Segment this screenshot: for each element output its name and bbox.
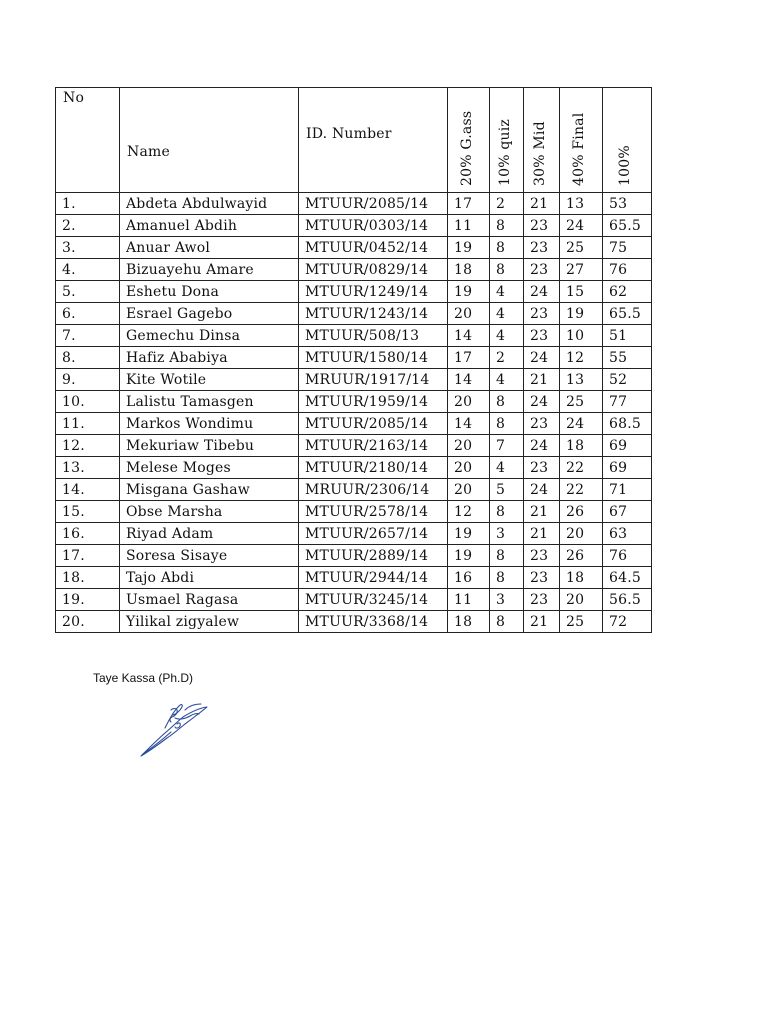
- table-row: [56, 215, 652, 237]
- cell-id-number: MTUUR/2163/14: [299, 435, 448, 457]
- cell-quiz: 5: [490, 479, 524, 501]
- cell-total: 76: [603, 259, 652, 281]
- cell-final: 13: [560, 369, 603, 391]
- cell-quiz: 8: [490, 391, 524, 413]
- cell-final: 27: [560, 259, 603, 281]
- cell-group-assignment: 19: [448, 237, 490, 259]
- cell-group-assignment: 11: [448, 215, 490, 237]
- cell-final: 25: [560, 611, 603, 633]
- cell-no: 12.: [56, 435, 120, 457]
- header-gass-label: 20% G.ass: [458, 110, 475, 186]
- cell-final: 20: [560, 589, 603, 611]
- cell-no: 19.: [56, 589, 120, 611]
- cell-group-assignment: 19: [448, 545, 490, 567]
- cell-mid: 23: [524, 259, 560, 281]
- cell-quiz: 4: [490, 303, 524, 325]
- header-mid: [524, 88, 560, 193]
- cell-id-number: MTUUR/1959/14: [299, 391, 448, 413]
- cell-group-assignment: 20: [448, 391, 490, 413]
- table-row: [56, 589, 652, 611]
- cell-id-number: MTUUR/3245/14: [299, 589, 448, 611]
- cell-final: 22: [560, 479, 603, 501]
- cell-id-number: MRUUR/1917/14: [299, 369, 448, 391]
- cell-id-number: MRUUR/2306/14: [299, 479, 448, 501]
- header-id-number: [299, 88, 448, 193]
- cell-name: Tajo Abdi: [120, 567, 299, 589]
- cell-group-assignment: 12: [448, 501, 490, 523]
- grade-table: [55, 87, 652, 633]
- cell-quiz: 8: [490, 545, 524, 567]
- cell-group-assignment: 19: [448, 281, 490, 303]
- cell-final: 13: [560, 193, 603, 215]
- cell-group-assignment: 19: [448, 523, 490, 545]
- cell-final: 10: [560, 325, 603, 347]
- cell-group-assignment: 11: [448, 589, 490, 611]
- cell-total: 69: [603, 435, 652, 457]
- cell-id-number: MTUUR/2180/14: [299, 457, 448, 479]
- cell-mid: 23: [524, 325, 560, 347]
- table-row: [56, 567, 652, 589]
- table-row: [56, 303, 652, 325]
- cell-group-assignment: 18: [448, 611, 490, 633]
- signer-name: Taye Kassa (Ph.D): [93, 671, 194, 685]
- cell-id-number: MTUUR/2944/14: [299, 567, 448, 589]
- cell-total: 69: [603, 457, 652, 479]
- cell-id-number: MTUUR/1243/14: [299, 303, 448, 325]
- cell-total: 77: [603, 391, 652, 413]
- header-final: [560, 88, 603, 193]
- cell-no: 7.: [56, 325, 120, 347]
- cell-total: 53: [603, 193, 652, 215]
- cell-group-assignment: 20: [448, 479, 490, 501]
- cell-mid: 23: [524, 413, 560, 435]
- cell-quiz: 7: [490, 435, 524, 457]
- cell-mid: 24: [524, 435, 560, 457]
- cell-quiz: 8: [490, 215, 524, 237]
- cell-final: 24: [560, 215, 603, 237]
- cell-mid: 24: [524, 479, 560, 501]
- header-row: [56, 88, 652, 193]
- cell-total: 56.5: [603, 589, 652, 611]
- cell-final: 26: [560, 545, 603, 567]
- cell-no: 3.: [56, 237, 120, 259]
- cell-name: Misgana Gashaw: [120, 479, 299, 501]
- cell-id-number: MTUUR/0829/14: [299, 259, 448, 281]
- table-row: [56, 281, 652, 303]
- cell-name: Usmael Ragasa: [120, 589, 299, 611]
- header-name: [120, 88, 299, 193]
- header-no: [56, 88, 120, 193]
- cell-total: 64.5: [603, 567, 652, 589]
- cell-mid: 21: [524, 193, 560, 215]
- cell-mid: 24: [524, 347, 560, 369]
- cell-mid: 24: [524, 391, 560, 413]
- cell-mid: 21: [524, 369, 560, 391]
- cell-mid: 23: [524, 589, 560, 611]
- cell-total: 55: [603, 347, 652, 369]
- cell-total: 65.5: [603, 215, 652, 237]
- header-quiz: [490, 88, 524, 193]
- cell-final: 19: [560, 303, 603, 325]
- cell-no: 13.: [56, 457, 120, 479]
- cell-id-number: MTUUR/1580/14: [299, 347, 448, 369]
- table-row: [56, 457, 652, 479]
- cell-total: 68.5: [603, 413, 652, 435]
- cell-quiz: 3: [490, 523, 524, 545]
- cell-quiz: 4: [490, 281, 524, 303]
- cell-id-number: MTUUR/2578/14: [299, 501, 448, 523]
- cell-quiz: 4: [490, 457, 524, 479]
- cell-no: 14.: [56, 479, 120, 501]
- cell-quiz: 2: [490, 193, 524, 215]
- cell-quiz: 8: [490, 611, 524, 633]
- cell-id-number: MTUUR/0452/14: [299, 237, 448, 259]
- cell-mid: 23: [524, 215, 560, 237]
- cell-id-number: MTUUR/3368/14: [299, 611, 448, 633]
- header-group-assignment: [448, 88, 490, 193]
- table-row: [56, 369, 652, 391]
- cell-id-number: MTUUR/2085/14: [299, 413, 448, 435]
- cell-no: 1.: [56, 193, 120, 215]
- table-row: [56, 523, 652, 545]
- cell-name: Eshetu Dona: [120, 281, 299, 303]
- cell-name: Esrael Gagebo: [120, 303, 299, 325]
- cell-group-assignment: 14: [448, 413, 490, 435]
- cell-id-number: MTUUR/508/13: [299, 325, 448, 347]
- cell-no: 2.: [56, 215, 120, 237]
- cell-no: 9.: [56, 369, 120, 391]
- cell-mid: 23: [524, 237, 560, 259]
- cell-final: 22: [560, 457, 603, 479]
- cell-final: 18: [560, 567, 603, 589]
- handwritten-signature-icon: [135, 698, 215, 760]
- cell-total: 51: [603, 325, 652, 347]
- cell-name: Bizuayehu Amare: [120, 259, 299, 281]
- table-row: [56, 479, 652, 501]
- cell-total: 52: [603, 369, 652, 391]
- cell-final: 25: [560, 391, 603, 413]
- header-mid-label: 30% Mid: [531, 121, 548, 186]
- cell-name: Riyad Adam: [120, 523, 299, 545]
- cell-final: 15: [560, 281, 603, 303]
- cell-name: Obse Marsha: [120, 501, 299, 523]
- cell-quiz: 3: [490, 589, 524, 611]
- cell-final: 12: [560, 347, 603, 369]
- table-row: [56, 435, 652, 457]
- cell-total: 65.5: [603, 303, 652, 325]
- table-row: [56, 413, 652, 435]
- cell-name: Mekuriaw Tibebu: [120, 435, 299, 457]
- cell-id-number: MTUUR/2889/14: [299, 545, 448, 567]
- cell-quiz: 8: [490, 567, 524, 589]
- cell-total: 75: [603, 237, 652, 259]
- cell-no: 4.: [56, 259, 120, 281]
- cell-name: Kite Wotile: [120, 369, 299, 391]
- cell-name: Anuar Awol: [120, 237, 299, 259]
- header-no-label: No: [63, 90, 85, 106]
- cell-mid: 23: [524, 457, 560, 479]
- cell-mid: 21: [524, 611, 560, 633]
- cell-no: 11.: [56, 413, 120, 435]
- cell-name: Yilikal zigyalew: [120, 611, 299, 633]
- cell-quiz: 8: [490, 501, 524, 523]
- cell-quiz: 2: [490, 347, 524, 369]
- cell-group-assignment: 17: [448, 193, 490, 215]
- cell-no: 17.: [56, 545, 120, 567]
- cell-no: 20.: [56, 611, 120, 633]
- cell-mid: 21: [524, 501, 560, 523]
- cell-name: Hafiz Ababiya: [120, 347, 299, 369]
- cell-final: 18: [560, 435, 603, 457]
- cell-name: Lalistu Tamasgen: [120, 391, 299, 413]
- cell-mid: 21: [524, 523, 560, 545]
- cell-name: Gemechu Dinsa: [120, 325, 299, 347]
- header-total-label: 100%: [617, 145, 633, 186]
- header-final-label: 40% Final: [571, 112, 587, 186]
- cell-group-assignment: 14: [448, 325, 490, 347]
- cell-final: 20: [560, 523, 603, 545]
- table-row: [56, 325, 652, 347]
- cell-group-assignment: 16: [448, 567, 490, 589]
- cell-total: 71: [603, 479, 652, 501]
- cell-total: 63: [603, 523, 652, 545]
- cell-group-assignment: 18: [448, 259, 490, 281]
- cell-id-number: MTUUR/1249/14: [299, 281, 448, 303]
- cell-quiz: 4: [490, 369, 524, 391]
- cell-group-assignment: 20: [448, 457, 490, 479]
- cell-quiz: 8: [490, 237, 524, 259]
- header-quiz-label: 10% quiz: [496, 119, 513, 186]
- cell-name: Markos Wondimu: [120, 413, 299, 435]
- cell-total: 62: [603, 281, 652, 303]
- cell-id-number: MTUUR/0303/14: [299, 215, 448, 237]
- cell-mid: 23: [524, 303, 560, 325]
- table-row: [56, 611, 652, 633]
- cell-name: Soresa Sisaye: [120, 545, 299, 567]
- cell-total: 67: [603, 501, 652, 523]
- table-row: [56, 237, 652, 259]
- cell-final: 24: [560, 413, 603, 435]
- cell-name: Abdeta Abdulwayid: [120, 193, 299, 215]
- cell-total: 76: [603, 545, 652, 567]
- cell-name: Melese Moges: [120, 457, 299, 479]
- cell-final: 25: [560, 237, 603, 259]
- cell-no: 16.: [56, 523, 120, 545]
- cell-no: 8.: [56, 347, 120, 369]
- cell-mid: 23: [524, 545, 560, 567]
- cell-group-assignment: 20: [448, 435, 490, 457]
- table-row: [56, 545, 652, 567]
- grade-body: [56, 193, 652, 633]
- cell-group-assignment: 14: [448, 369, 490, 391]
- header-total: [603, 88, 652, 193]
- cell-no: 15.: [56, 501, 120, 523]
- cell-no: 5.: [56, 281, 120, 303]
- header-name-label: Name: [127, 144, 170, 160]
- cell-group-assignment: 20: [448, 303, 490, 325]
- header-id-label: ID. Number: [306, 126, 392, 142]
- cell-no: 6.: [56, 303, 120, 325]
- cell-mid: 24: [524, 281, 560, 303]
- table-row: [56, 501, 652, 523]
- cell-no: 18.: [56, 567, 120, 589]
- cell-mid: 23: [524, 567, 560, 589]
- cell-name: Amanuel Abdih: [120, 215, 299, 237]
- cell-quiz: 4: [490, 325, 524, 347]
- cell-quiz: 8: [490, 413, 524, 435]
- cell-group-assignment: 17: [448, 347, 490, 369]
- cell-final: 26: [560, 501, 603, 523]
- table-row: [56, 259, 652, 281]
- table-row: [56, 391, 652, 413]
- cell-no: 10.: [56, 391, 120, 413]
- table-row: [56, 193, 652, 215]
- cell-id-number: MTUUR/2657/14: [299, 523, 448, 545]
- cell-quiz: 8: [490, 259, 524, 281]
- cell-id-number: MTUUR/2085/14: [299, 193, 448, 215]
- table-row: [56, 347, 652, 369]
- cell-total: 72: [603, 611, 652, 633]
